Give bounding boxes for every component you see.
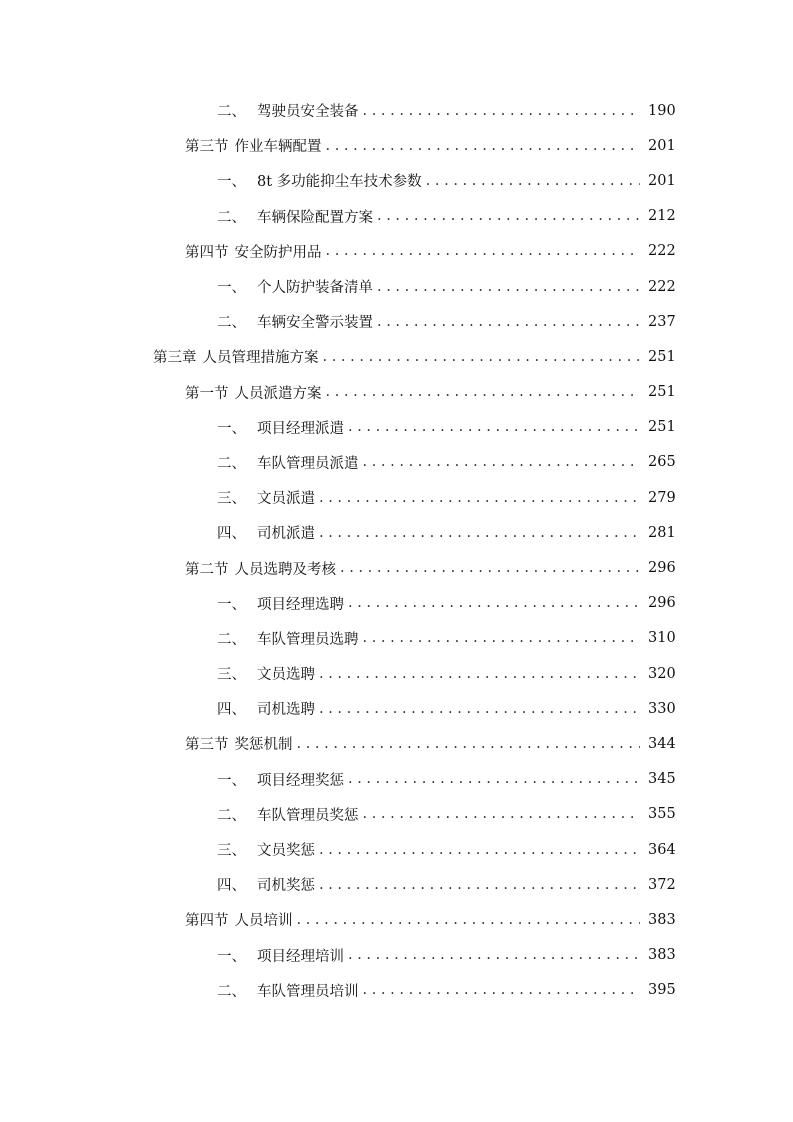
toc-entry-title: 车队管理员选聘 xyxy=(257,631,359,648)
toc-entry[interactable] xyxy=(0,375,793,410)
dot-leader xyxy=(363,630,641,646)
toc-entry-number: 四、 xyxy=(217,878,246,895)
toc-entry[interactable] xyxy=(0,691,793,726)
toc-entry-page: 265 xyxy=(648,454,676,471)
dot-leader xyxy=(319,525,640,541)
toc-entry-page: 222 xyxy=(648,278,676,295)
dot-leader xyxy=(326,243,641,259)
toc-entry[interactable] xyxy=(0,832,793,867)
toc-entry-page: 355 xyxy=(648,806,676,823)
dot-leader xyxy=(348,419,640,435)
toc-entry-page: 395 xyxy=(648,982,676,999)
toc-entry[interactable] xyxy=(0,269,793,304)
toc-entry-title: 文员奖惩 xyxy=(257,843,315,860)
toc-entry-number: 第四节 xyxy=(185,244,229,261)
toc-entry-title: 车队管理员奖惩 xyxy=(257,807,359,824)
toc-entry-title: 项目经理奖惩 xyxy=(257,772,344,789)
toc-entry-page: 212 xyxy=(648,208,676,225)
toc-entry-page: 296 xyxy=(648,595,676,612)
toc-entry-number: 第三节 xyxy=(185,737,229,754)
toc-entry-page: 201 xyxy=(648,172,676,189)
toc-entry[interactable] xyxy=(0,867,793,902)
toc-entry-title: 司机选聘 xyxy=(257,702,315,719)
toc-entry-number: 二、 xyxy=(217,983,246,1000)
toc-entry[interactable] xyxy=(0,586,793,621)
dot-leader xyxy=(319,666,640,682)
dot-leader xyxy=(319,842,640,858)
toc-entry-number: 二、 xyxy=(217,209,246,226)
toc-entry-title: 项目经理选聘 xyxy=(257,596,344,613)
toc-entry-number: 第三节 xyxy=(185,139,229,156)
toc-entry-page: 383 xyxy=(648,947,676,964)
toc-entry-title: 8t 多功能抑尘车技术参数 xyxy=(257,174,422,191)
dot-leader xyxy=(319,701,640,717)
toc-entry-number: 二、 xyxy=(217,315,246,332)
toc-entry-page: 237 xyxy=(648,313,676,330)
toc-entry-title: 人员管理措施方案 xyxy=(202,350,319,367)
toc-entry-title: 个人防护装备清单 xyxy=(257,280,373,297)
toc-entry-number: 四、 xyxy=(217,526,246,543)
toc-entry-page: 251 xyxy=(648,348,676,365)
toc-entry-number: 第四节 xyxy=(185,913,229,930)
toc-entry-page: 372 xyxy=(648,876,676,893)
toc-entry-title: 车辆安全警示装置 xyxy=(257,315,373,332)
toc-entry-number: 四、 xyxy=(217,702,246,719)
toc-entry-page: 344 xyxy=(648,735,676,752)
dot-leader xyxy=(363,454,641,470)
toc-entry-title: 司机奖惩 xyxy=(257,878,315,895)
toc-entry-number: 一、 xyxy=(217,420,246,437)
toc-entry-number: 一、 xyxy=(217,948,246,965)
toc-entry[interactable] xyxy=(0,621,793,656)
toc-entry-page: 320 xyxy=(648,665,676,682)
dot-leader xyxy=(319,490,640,506)
toc-entry[interactable] xyxy=(0,797,793,832)
toc-entry-title: 驾驶员安全装备 xyxy=(257,104,359,121)
toc-entry-title: 车队管理员培训 xyxy=(257,983,359,1000)
toc-entry[interactable] xyxy=(0,128,793,163)
dot-leader xyxy=(319,877,640,893)
toc-entry-number: 二、 xyxy=(217,807,246,824)
toc-entry[interactable] xyxy=(0,726,793,761)
toc-entry-page: 383 xyxy=(648,911,676,928)
toc-entry-page: 222 xyxy=(648,243,676,260)
toc-entry-page: 190 xyxy=(648,102,676,119)
toc-entry-number: 三、 xyxy=(217,667,246,684)
toc-entry-page: 310 xyxy=(648,630,676,647)
toc-entry-number: 一、 xyxy=(217,772,246,789)
toc-entry-number: 一、 xyxy=(217,280,246,297)
toc-entry-page: 296 xyxy=(648,560,676,577)
toc-entry-title: 人员选聘及考核 xyxy=(234,561,336,578)
toc-entry-number: 三、 xyxy=(217,491,246,508)
dot-leader xyxy=(363,806,641,822)
toc-entry-number: 二、 xyxy=(217,455,246,472)
table-of-contents xyxy=(0,93,793,1008)
toc-entry[interactable] xyxy=(0,656,793,691)
dot-leader xyxy=(340,560,640,576)
toc-entry-title: 文员派遣 xyxy=(257,491,315,508)
toc-entry[interactable] xyxy=(0,304,793,339)
toc-entry[interactable] xyxy=(0,902,793,937)
toc-entry-title: 安全防护用品 xyxy=(234,244,322,261)
toc-entry-number: 第三章 xyxy=(153,350,197,367)
toc-entry-title: 项目经理培训 xyxy=(257,948,344,965)
toc-entry-page: 251 xyxy=(648,419,676,436)
toc-entry-page: 281 xyxy=(648,524,676,541)
toc-entry[interactable] xyxy=(0,938,793,973)
toc-entry-title: 文员选聘 xyxy=(257,667,315,684)
toc-entry[interactable] xyxy=(0,973,793,1008)
dot-leader xyxy=(426,173,640,189)
toc-entry[interactable] xyxy=(0,445,793,480)
dot-leader xyxy=(326,384,641,400)
dot-leader xyxy=(326,138,641,154)
dot-leader xyxy=(377,208,640,224)
dot-leader xyxy=(348,771,640,787)
toc-entry-title: 人员派遣方案 xyxy=(234,385,322,402)
toc-entry-title: 人员培训 xyxy=(234,913,293,930)
dot-leader xyxy=(377,279,640,295)
toc-entry-title: 作业车辆配置 xyxy=(234,139,322,156)
toc-entry[interactable] xyxy=(0,480,793,515)
toc-entry[interactable] xyxy=(0,163,793,198)
toc-entry-page: 330 xyxy=(648,700,676,717)
toc-entry-title: 司机派遣 xyxy=(257,526,315,543)
toc-entry-number: 第二节 xyxy=(185,561,229,578)
toc-entry-page: 345 xyxy=(648,771,676,788)
toc-entry-page: 201 xyxy=(648,137,676,154)
toc-entry-title: 车辆保险配置方案 xyxy=(257,209,373,226)
toc-entry[interactable] xyxy=(0,93,793,128)
toc-entry-title: 车队管理员派遣 xyxy=(257,455,359,472)
toc-entry-page: 251 xyxy=(648,384,676,401)
toc-entry[interactable] xyxy=(0,199,793,234)
toc-entry[interactable] xyxy=(0,410,793,445)
dot-leader xyxy=(297,912,641,928)
toc-entry-number: 二、 xyxy=(217,104,246,121)
dot-leader xyxy=(377,314,640,330)
dot-leader xyxy=(363,982,641,998)
toc-entry-number: 一、 xyxy=(217,596,246,613)
toc-entry-number: 第一节 xyxy=(185,385,229,402)
toc-entry[interactable] xyxy=(0,550,793,585)
dot-leader xyxy=(297,736,641,752)
toc-entry[interactable] xyxy=(0,762,793,797)
dot-leader xyxy=(363,103,641,119)
toc-entry-page: 364 xyxy=(648,841,676,858)
toc-entry[interactable] xyxy=(0,515,793,550)
toc-entry-number: 二、 xyxy=(217,631,246,648)
toc-entry-title: 奖惩机制 xyxy=(234,737,293,754)
toc-entry[interactable] xyxy=(0,234,793,269)
toc-entry[interactable] xyxy=(0,339,793,374)
dot-leader xyxy=(348,947,640,963)
toc-entry-number: 三、 xyxy=(217,843,246,860)
dot-leader xyxy=(348,595,640,611)
dot-leader xyxy=(323,349,641,365)
toc-entry-page: 279 xyxy=(648,489,676,506)
toc-entry-title: 项目经理派遣 xyxy=(257,420,344,437)
toc-entry-number: 一、 xyxy=(217,174,246,191)
